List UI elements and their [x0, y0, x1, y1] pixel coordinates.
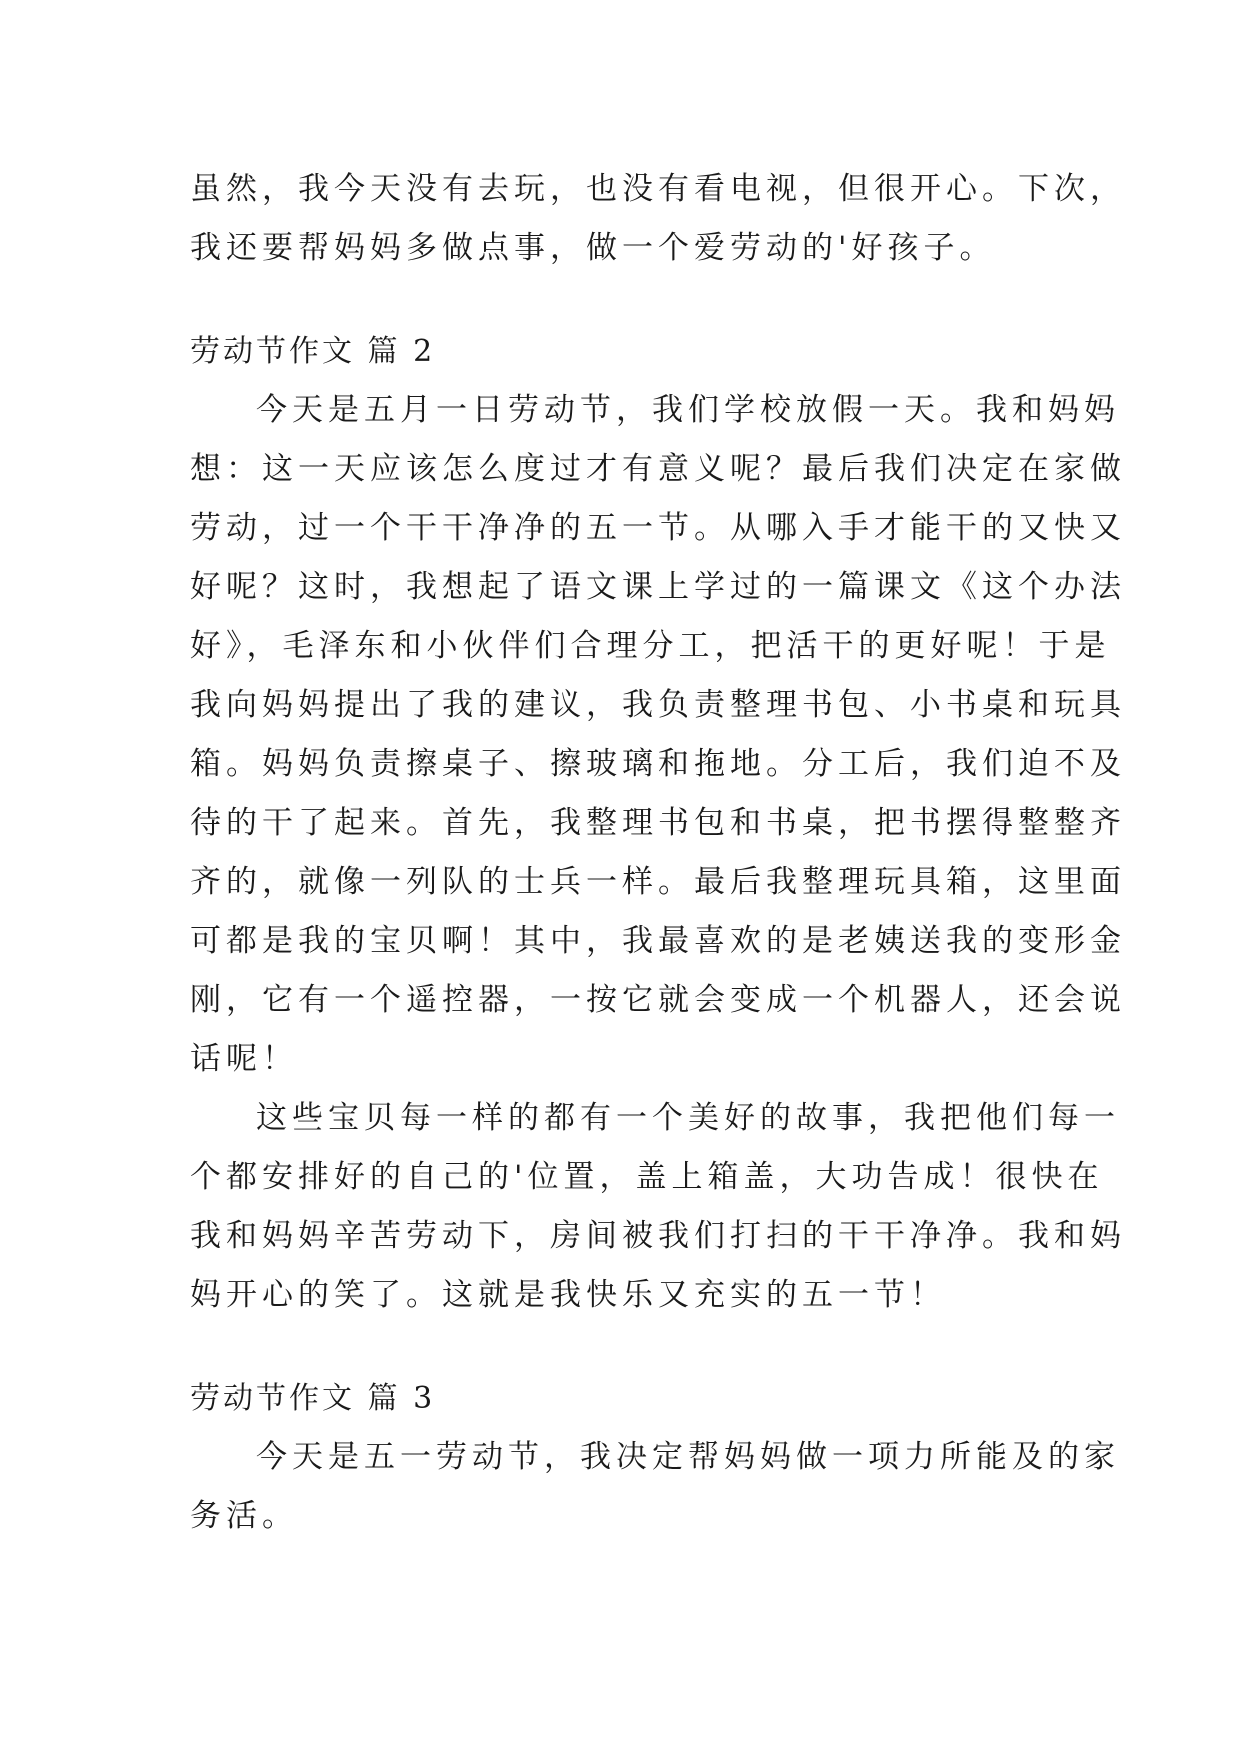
text-line: 今天是五一劳动节，我决定帮妈妈做一项力所能及的家	[256, 1439, 1120, 1475]
text-line: 我还要帮妈妈多做点事，做一个爱劳动的'好孩子。	[190, 230, 996, 266]
text-line: 好呢？这时，我想起了语文课上学过的一篇课文《这个办法	[190, 569, 1126, 605]
text-line: 这些宝贝每一样的都有一个美好的故事，我把他们每一	[256, 1100, 1120, 1136]
paragraph	[190, 1428, 1120, 1546]
section-spacer	[190, 278, 1060, 322]
document-body	[190, 160, 1126, 1546]
text-line: 虽然，我今天没有去玩，也没有看电视，但很开心。下次，	[190, 171, 1126, 207]
text-line: 好》，毛泽东和小伙伴们合理分工，把活干的更好呢！于是	[190, 628, 1111, 664]
text-line: 务活。	[190, 1498, 298, 1534]
paragraph	[190, 381, 1126, 1089]
section-2	[190, 322, 1126, 1325]
section-spacer	[190, 1325, 1060, 1369]
text-line: 妈开心的笑了。这就是我快乐又充实的五一节！	[190, 1277, 946, 1313]
text-line: 想：这一天应该怎么度过才有意义呢？最后我们决定在家做	[190, 451, 1126, 487]
text-line: 劳动，过一个干干净净的五一节。从哪入手才能干的又快又	[190, 510, 1126, 546]
section-heading: 劳动节作文 篇 2	[190, 334, 436, 369]
intro-paragraph	[190, 160, 1126, 278]
section-3	[190, 1369, 1120, 1546]
text-line: 刚，它有一个遥控器，一按它就会变成一个机器人，还会说	[190, 982, 1126, 1018]
text-line: 我和妈妈辛苦劳动下，房间被我们打扫的干干净净。我和妈	[190, 1218, 1126, 1254]
text-line: 个都安排好的自己的'位置，盖上箱盖，大功告成！很快在	[190, 1159, 1104, 1195]
text-line: 待的干了起来。首先，我整理书包和书桌，把书摆得整整齐	[190, 805, 1126, 841]
text-line: 我向妈妈提出了我的建议，我负责整理书包、小书桌和玩具	[190, 687, 1126, 723]
section-heading: 劳动节作文 篇 3	[190, 1381, 436, 1416]
text-line: 话呢！	[190, 1041, 298, 1077]
text-line: 今天是五月一日劳动节，我们学校放假一天。我和妈妈	[256, 392, 1120, 428]
text-line: 箱。妈妈负责擦桌子、擦玻璃和拖地。分工后，我们迫不及	[190, 746, 1126, 782]
paragraph	[190, 1089, 1126, 1325]
text-line: 齐的，就像一列队的士兵一样。最后我整理玩具箱，这里面	[190, 864, 1126, 900]
text-line: 可都是我的宝贝啊！其中，我最喜欢的是老姨送我的变形金	[190, 923, 1126, 959]
